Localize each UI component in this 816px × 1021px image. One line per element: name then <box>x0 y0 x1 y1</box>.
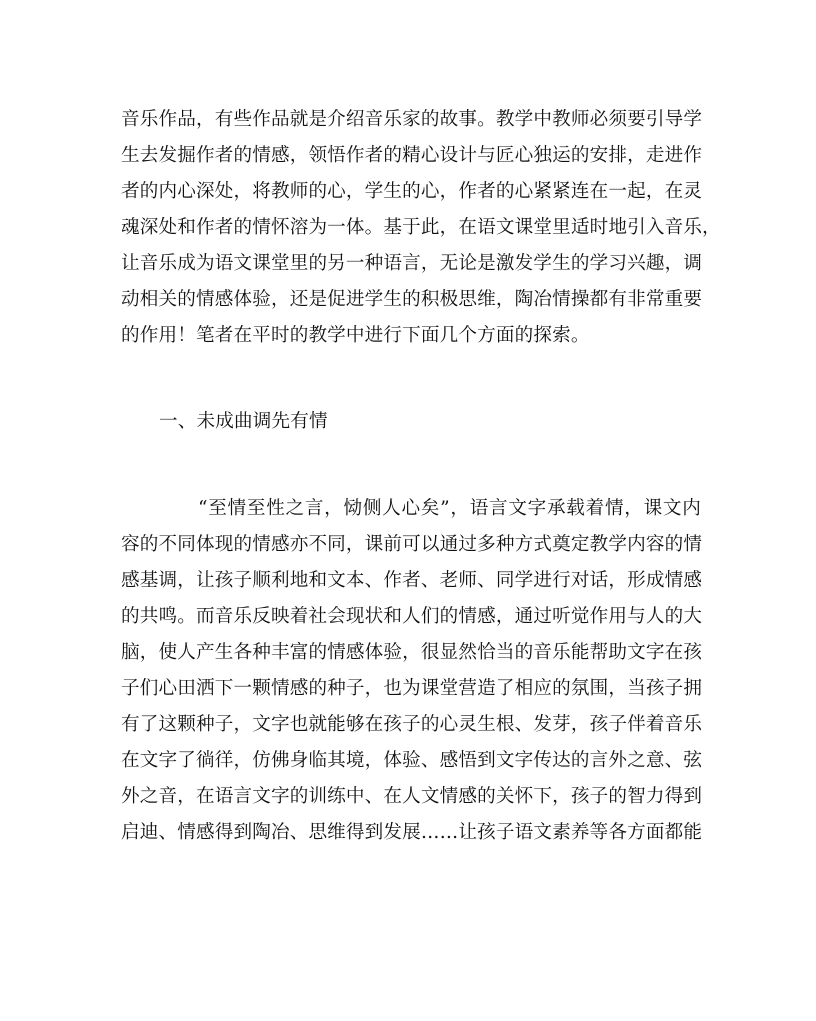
paragraph-2-line-1: “至情至性之言，恸侧人心矣”，语言文字承载着情，课文内 <box>198 498 701 519</box>
paragraph-2-line-7: 有了这颗种子，文字也就能够在孩子的心灵生根、发芽，孩子伴着音乐 <box>121 714 703 735</box>
paragraph-1-line-5: 让音乐成为语文课堂里的另一种语言，无论是激发学生的学习兴趣，调 <box>121 253 703 274</box>
paragraph-2-line-2: 容的不同体现的情感亦不同，课前可以通过多种方式奠定教学内容的情 <box>121 534 703 555</box>
paragraph-2-line-9: 外之音，在语言文字的训练中、在人文情感的关怀下，孩子的智力得到 <box>121 786 703 807</box>
paragraph-2-line-5: 脑，使人产生各种丰富的情感体验，很显然恰当的音乐能帮助文字在孩 <box>121 642 703 663</box>
paragraph-2-line-3: 感基调，让孩子顺利地和文本、作者、老师、同学进行对话，形成情感 <box>121 570 703 591</box>
paragraph-1-line-2: 生去发掘作者的情感，领悟作者的精心设计与匠心独运的安排，走进作 <box>121 145 703 166</box>
paragraph-1-line-1: 音乐作品，有些作品就是介绍音乐家的故事。教学中教师必须要引导学 <box>121 109 703 130</box>
paragraph-2-line-4: 的共鸣。而音乐反映着社会现状和人们的情感，通过听觉作用与人的大 <box>121 606 703 627</box>
paragraph-2-line-10: 启迪、情感得到陶冶、思维得到发展……让孩子语文素养等各方面都能 <box>121 822 703 843</box>
paragraph-1-line-3: 者的内心深处，将教师的心，学生的心，作者的心紧紧连在一起，在灵 <box>121 181 703 202</box>
section-heading: 一、未成曲调先有情 <box>159 411 328 432</box>
paragraph-1-line-4: 魂深处和作者的情怀溶为一体。基于此，在语文课堂里适时地引入音乐， <box>121 217 721 238</box>
paragraph-1-line-6: 动相关的情感体验，还是促进学生的积极思维，陶冶情操都有非常重要 <box>121 289 703 310</box>
paragraph-2-line-8: 在文字了徜徉，仿佛身临其境，体验、感悟到文字传达的言外之意、弦 <box>121 750 703 771</box>
paragraph-2-line-6: 子们心田洒下一颗情感的种子，也为课堂营造了相应的氛围，当孩子拥 <box>121 678 703 699</box>
paragraph-1-line-7: 的作用！笔者在平时的教学中进行下面几个方面的探索。 <box>121 325 590 346</box>
